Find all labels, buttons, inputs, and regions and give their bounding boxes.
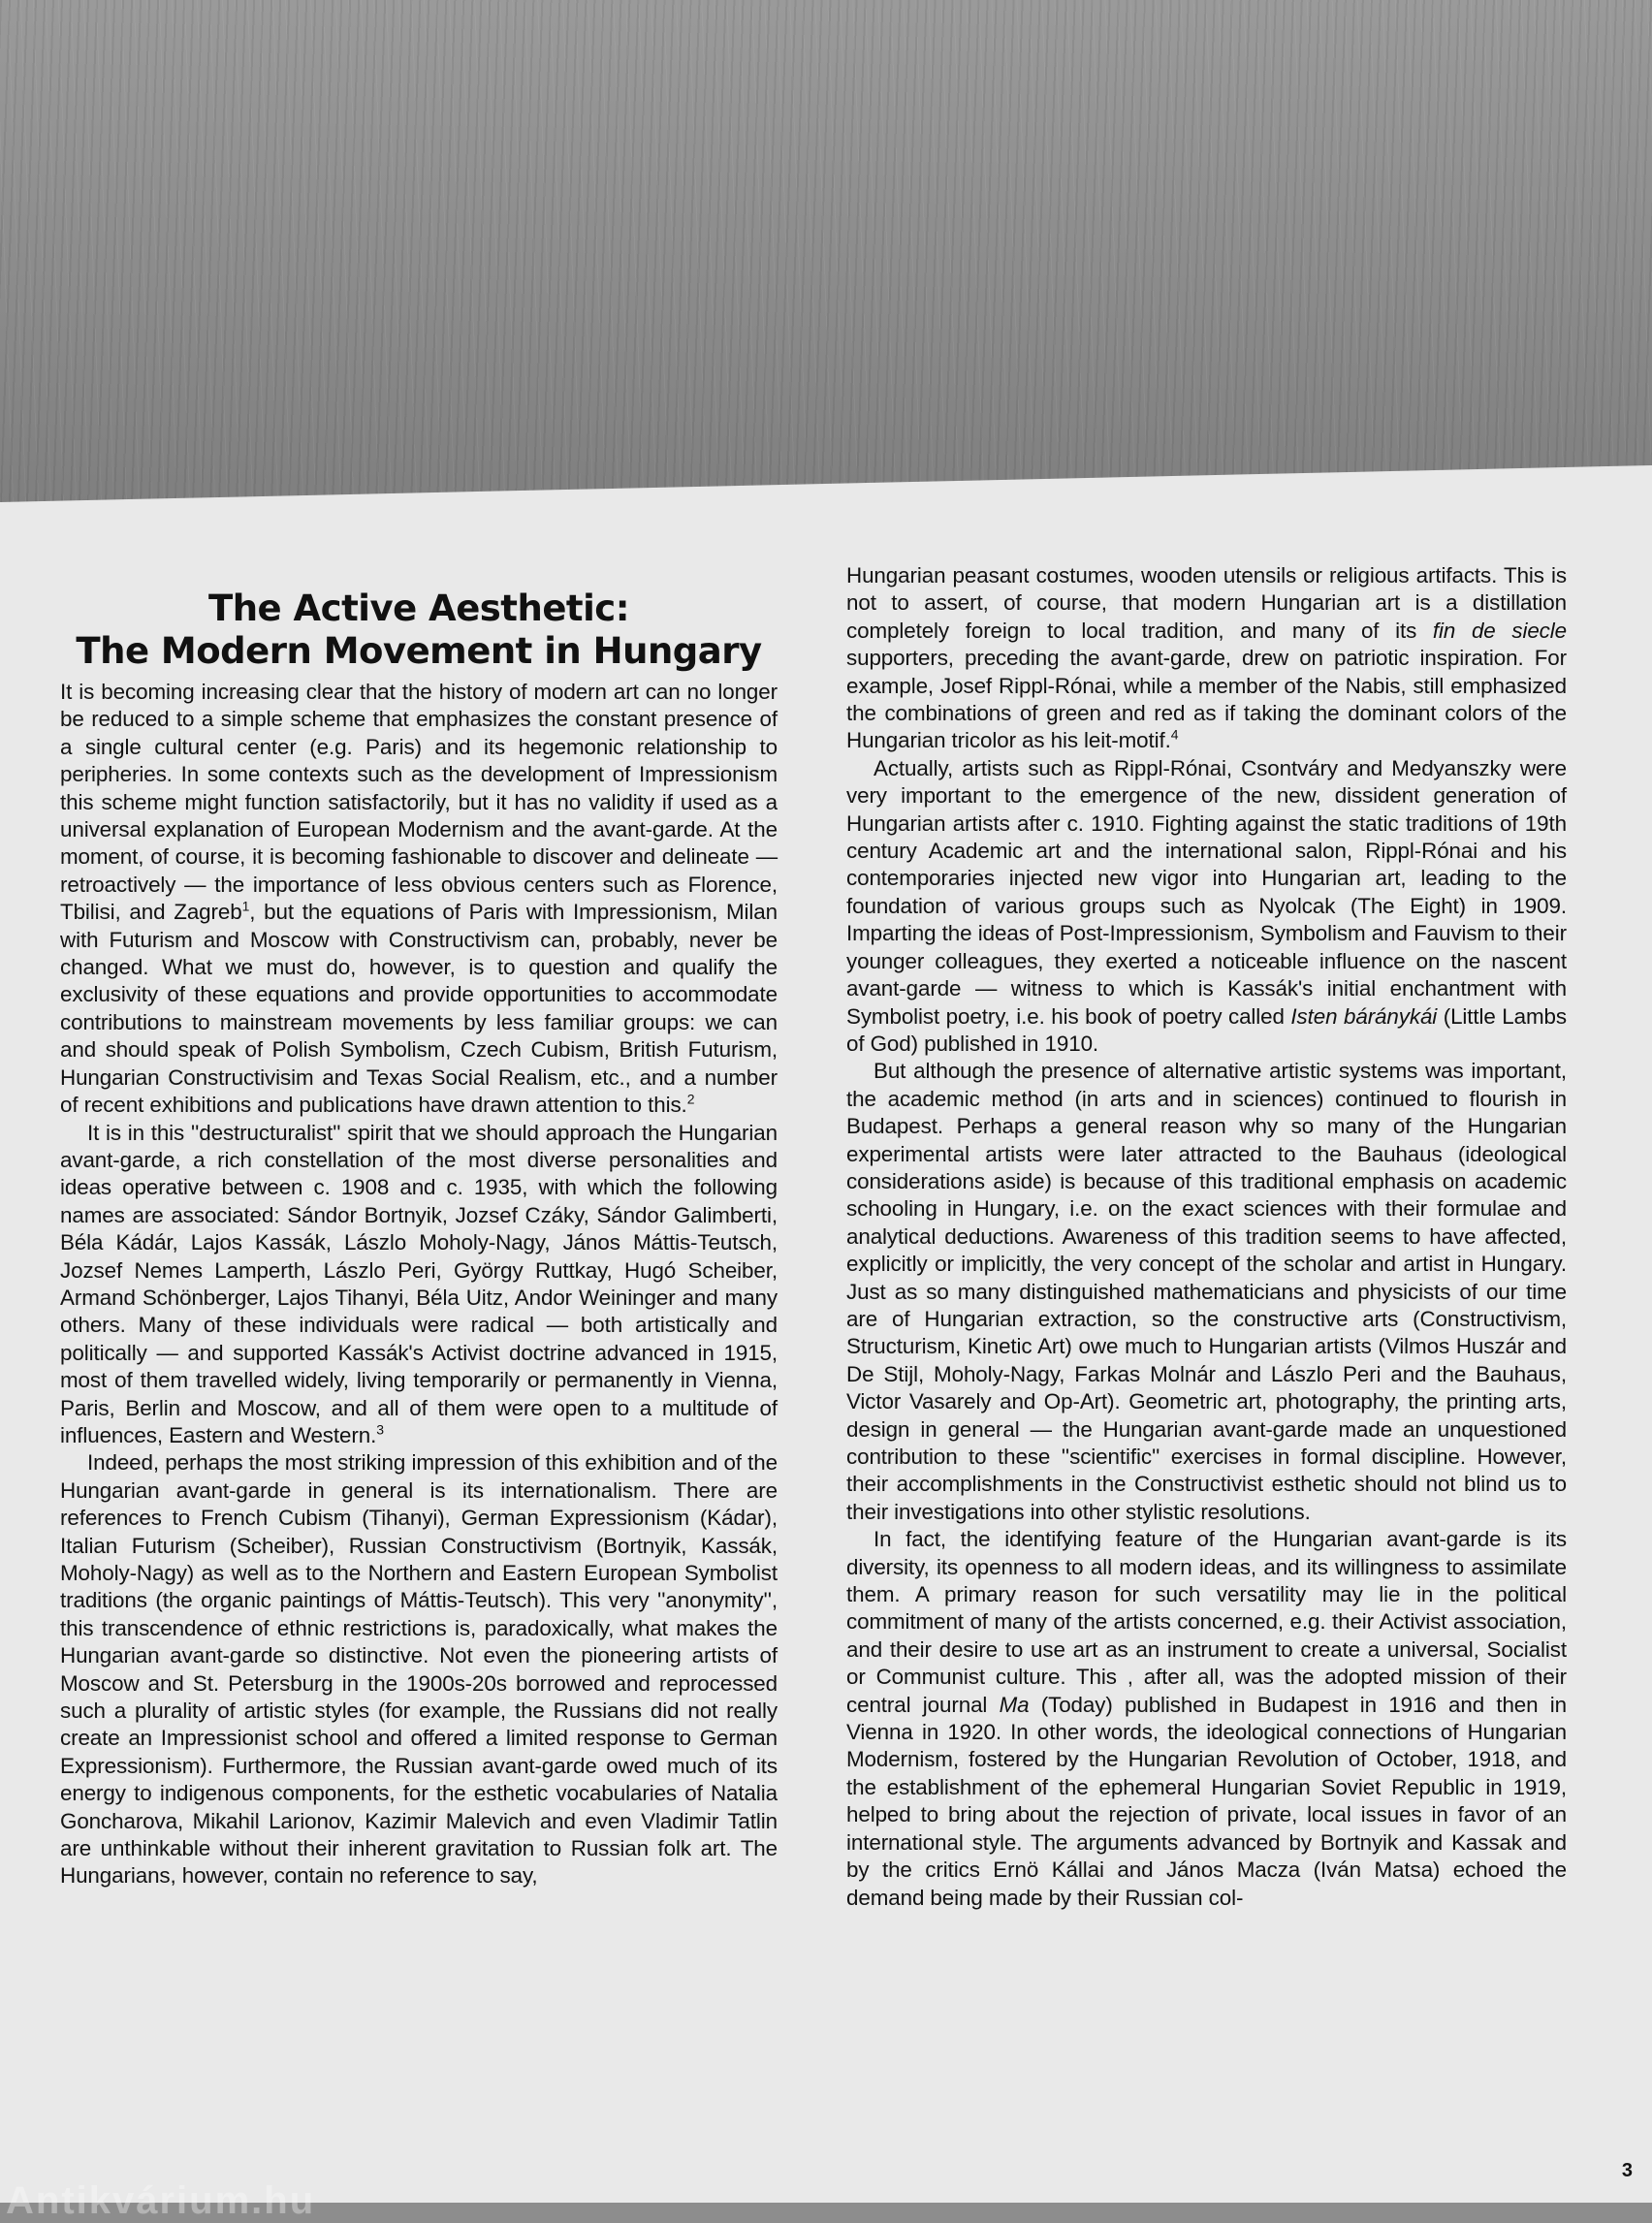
paragraph: Indeed, perhaps the most striking impression of this exhibition and of the Hungarian avant-garde in general is its internationalism. There are references to French Cubism (Tihanyi), German Expressionism (Kádar), Italian Futurism (Scheiber), Russian Constructivism (Bortnyik, Kassák, Moholy-Nagy) as well as to the Northern and Eastern European Symbolist traditions (the organic paintings of Máttis-Teutsch). This very ''anonymity'', this transcendence of ethnic restrictions is, paradoxically, what makes the Hungarian avant-garde so distinctive. Not even the pioneering artists of Moscow and St. Petersburg in the 1900s-20s borrowed and reprocessed such a plurality of artistic styles (for example, the Russians did not really create an Impressionist school and offered a limited response to German Expressionism). Furthermore, the Russian avant-garde owed much of its energy to indigenous components, for the esthetic vocabularies of Natalia Goncharova, Mikahil Larionov, Kazimir Malevich and even Vladimir Tatlin are unthinkable without their inherent gravitation to Russian folk art. The Hungarians, however, contain no reference to say, [60, 1450, 778, 1889]
article-title [60, 588, 778, 673]
footnote-ref: 2 [686, 1091, 695, 1107]
right-column [846, 562, 1567, 1912]
page-number: 3 [1621, 2160, 1633, 2181]
watermark: Antikvárium.hu [6, 2179, 316, 2222]
paragraph: In fact, the identifying feature of the Hungarian avant-garde is its diversity, its openness to all modern ideas, and its willingness to assimilate them. A primary reason for such versatility may lie in the political commitment of many of the artists concerned, e.g. their Activist association, and their desire to use art as an instrument to create a universal, Socialist or Communist culture. This , after all, was the adopted mission of their central journal Ma (Today) published in Budapest in 1916 and then in Vienna in 1920. In other words, the ideological connections of Hungarian Modernism, fostered by the Hungarian Revolution of October, 1918, and the establishment of the ephemeral Hungarian Soviet Republic in 1919, helped to bring about the rejection of private, local issues in favor of an international style. The arguments advanced by Bortnyik and Kassak and by the critics Ernö Kállai and János Macza (Iván Matsa) echoed the demand being made by their Russian col- [846, 1527, 1568, 1910]
footnote-ref: 1 [241, 898, 250, 914]
footnote-ref: 3 [376, 1421, 384, 1438]
paragraph: Actually, artists such as Rippl-Rónai, Csontváry and Medyanszky were very important to the emergence of the new, dissident generation of Hungarian artists after c. 1910. Fighting against the static traditions of 19th century Academic art and the international salon, Rippl-Rónai and his contemporaries injected new vigor into Hungarian art, leading to the foundation of various groups such as Nyolcak (The Eight) in 1909. Imparting the ideas of Post-Impressionism, Symbolism and Fauvism to their younger colleagues, they exerted a noticeable influence on the nascent avant-garde — witness to which is Kassák's initial enchantment with Symbolist poetry, i.e. his book of poetry called Isten báránykái (Little Lambs of God) published in 1910. [846, 755, 1567, 1056]
paragraph: It is in this ''destructuralist'' spirit that we should approach the Hungarian avant-garde, a rich constellation of the most diverse personalities and ideas operative between c. 1908 and c. 1935, with which the following names are associated: Sándor Bortnyik, Jozsef Czáky, Sándor Galimberti, Béla Kádár, Lajos Kassák, Lászlo Moholy-Nagy, János Máttis-Teutsch, Jozsef Nemes Lamperth, Lászlo Peri, György Ruttkay, Hugó Scheiber, Armand Schönberger, Lajos Tihanyi, Béla Uitz, Andor Weininger and many others. Many of these individuals were radical — both artistically and politically — and supported Kassák's Activist doctrine advanced in 1915, most of them travelled widely, living temporarily or permanently in Vienna, Paris, Berlin and Moscow, and all of them were open to a multitude of influences, Eastern and Western.$^3$ [60, 1120, 778, 1447]
paragraph: Hungarian peasant costumes, wooden utensils or religious artifacts. This is not to assert, of course, that modern Hungarian art is a distillation completely foreign to local tradition, and many of its fin de siecle supporters, preceding the avant-garde, drew on patriotic inspiration. For example, Josef Rippl-Rónai, while a member of the Nabis, still emphasized the combinations of green and red as if taking the dominant colors of the Hungarian tricolor as his leit-motif.$^4$ [846, 563, 1567, 753]
title-line-1: The Active Aesthetic: [207, 588, 630, 629]
left-column [60, 588, 778, 1890]
title-line-2: The Modern Movement in Hungary [76, 630, 762, 672]
photo-backdrop [0, 0, 1652, 504]
footnote-ref: 4 [1170, 726, 1179, 743]
paragraph: But although the presence of alternative artistic systems was important, the academic method (in arts and in sciences) continued to flourish in Budapest. Perhaps a general reason why so many of the Hungarian experimental artists were later attracted to the Bauhaus (ideological considerations aside) is because of this traditional emphasis on academic schooling in Hungary, i.e. on the exact sciences with their formulae and analytical deductions. Awareness of this tradition seems to have affected, explicitly or implicitly, the very concept of the scholar and artist in Hungary. Just as so many distinguished mathematicians and physicists of our time are of Hungarian extraction, so the constructive arts (Constructivism, Structurism, Kinetic Art) owe much to Hungarian artists (Vilmos Huszár and De Stijl, Moholy-Nagy, Farkas Molnár and Lászlo Peri and the Bauhaus, Victor Vasarely and Op-Art). Geometric art, photography, the printing arts, design in general — the Hungarian avant-garde made an unquestioned contribution to these ''scientific'' exercises in formal discipline. However, their accomplishments in the Constructivist esthetic should not blind us to their investigations into other stylistic resolutions. [846, 1059, 1567, 1524]
paragraph: It is becoming increasing clear that the history of modern art can no longer be reduced to a simple scheme that emphasizes the constant presence of a single cultural center (e.g. Paris) and its hegemonic relationship to peripheries. In some contexts such as the development of Impressionism this scheme might function satisfactorily, but it has no validity if used as a universal explanation of European Modernism and the avant-garde. At the moment, of course, it is becoming fashionable to discover and delineate — retroactively — the importance of less obvious centers such as Florence, Tbilisi, and Zagreb$^1$, but the equations of Paris with Impressionism, Milan with Futurism and Moscow with Constructivism can, probably, never be changed. What we must do, however, is to question and qualify the exclusivity of these equations and provide opportunities to accommodate contributions to mainstream movements by less familiar groups: we can and should speak of Polish Symbolism, Czech Cubism, British Futurism, Hungarian Constructivisim and Texas Social Realism, etc., and a number of recent exhibitions and publications have drawn attention to this.$^2$ [60, 680, 778, 1118]
